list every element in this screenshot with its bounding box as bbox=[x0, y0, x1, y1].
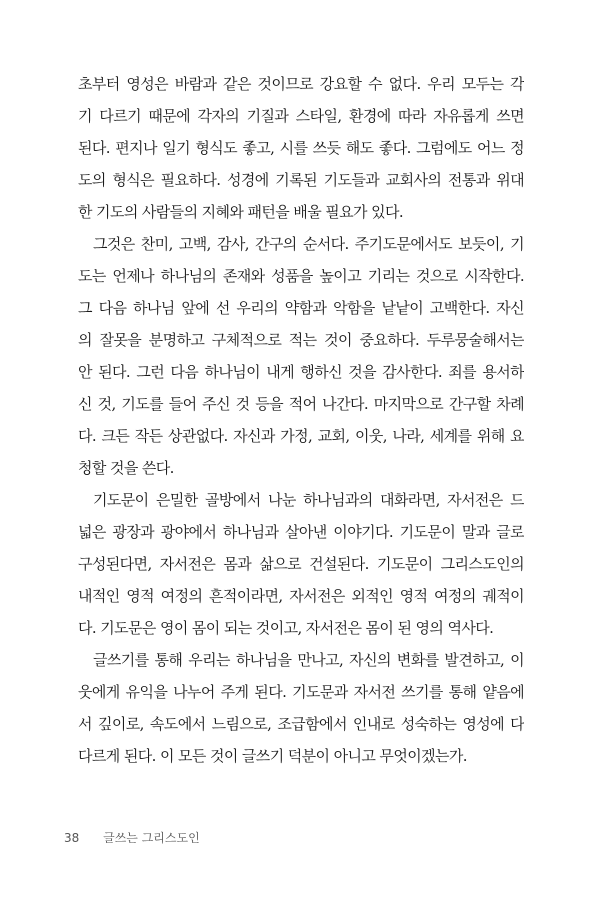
text-line: 청할 것을 쓴다. bbox=[78, 459, 174, 477]
text-line: 다. 기도문은 영이 몸이 되는 것이고, 자서전은 몸이 된 영의 역사다. bbox=[78, 619, 494, 637]
text-line: 내적인 영적 여정의 흔적이라면, 자서전은 외적인 영적 여정의 궤적이 bbox=[78, 587, 524, 605]
text-line: 웃에게 유익을 나누어 주게 된다. 기도문과 자서전 쓰기를 통해 얕음에 bbox=[78, 683, 524, 701]
paragraph-1 bbox=[78, 68, 524, 228]
text-line: 기도문이 은밀한 골방에서 나눈 하나님과의 대화라면, 자서전은 드 bbox=[93, 491, 524, 509]
text-line: 기 다르기 때문에 각자의 기질과 스타일, 환경에 따라 자유롭게 쓰면 bbox=[78, 107, 524, 125]
text-line: 그 다음 하나님 앞에 선 우리의 약함과 악함을 낱낱이 고백한다. 자신 bbox=[78, 299, 524, 317]
text-line: 도의 형식은 필요하다. 성경에 기록된 기도들과 교회사의 전통과 위대 bbox=[78, 171, 524, 189]
text-line: 글쓰기를 통해 우리는 하나님을 만나고, 자신의 변화를 발견하고, 이 bbox=[93, 651, 524, 669]
page-body bbox=[78, 68, 524, 772]
text-line: 신 것, 기도를 들어 주신 것 등을 적어 나간다. 마지막으로 간구할 차례 bbox=[78, 395, 524, 413]
text-line: 도는 언제나 하나님의 존재와 성품을 높이고 기리는 것으로 시작한다. bbox=[78, 267, 524, 285]
text-line: 구성된다면, 자서전은 몸과 삶으로 건설된다. 기도문이 그리스도인의 bbox=[78, 555, 524, 573]
paragraph-3 bbox=[78, 484, 524, 644]
text-line: 그것은 찬미, 고백, 감사, 간구의 순서다. 주기도문에서도 보듯이, 기 bbox=[93, 235, 524, 253]
text-line: 다르게 된다. 이 모든 것이 글쓰기 덕분이 아니고 무엇이겠는가. bbox=[78, 747, 467, 765]
text-line: 넓은 광장과 광야에서 하나님과 살아낸 이야기다. 기도문이 말과 글로 bbox=[78, 523, 524, 541]
text-line: 안 된다. 그런 다음 하나님이 내게 행하신 것을 감사한다. 죄를 용서하 bbox=[78, 363, 524, 381]
paragraph-4 bbox=[78, 644, 524, 772]
text-line: 서 깊이로, 속도에서 느림으로, 조급함에서 인내로 성숙하는 영성에 다 bbox=[78, 715, 524, 733]
running-title: 글쓰는 그리스도인 bbox=[103, 831, 200, 845]
paragraph-2 bbox=[78, 228, 524, 484]
text-line: 초부터 영성은 바람과 같은 것이므로 강요할 수 없다. 우리 모두는 각 bbox=[78, 75, 524, 93]
page-footer bbox=[64, 829, 200, 846]
text-line: 의 잘못을 분명하고 구체적으로 적는 것이 중요하다. 두루뭉술해서는 bbox=[78, 331, 524, 349]
text-line: 다. 크든 작든 상관없다. 자신과 가정, 교회, 이웃, 나라, 세계를 위해 요 bbox=[78, 427, 524, 445]
text-line: 된다. 편지나 일기 형식도 좋고, 시를 쓰듯 해도 좋다. 그럼에도 어느 정 bbox=[78, 139, 524, 157]
text-line: 한 기도의 사람들의 지혜와 패턴을 배울 필요가 있다. bbox=[78, 203, 404, 221]
page-number: 38 bbox=[64, 831, 80, 845]
